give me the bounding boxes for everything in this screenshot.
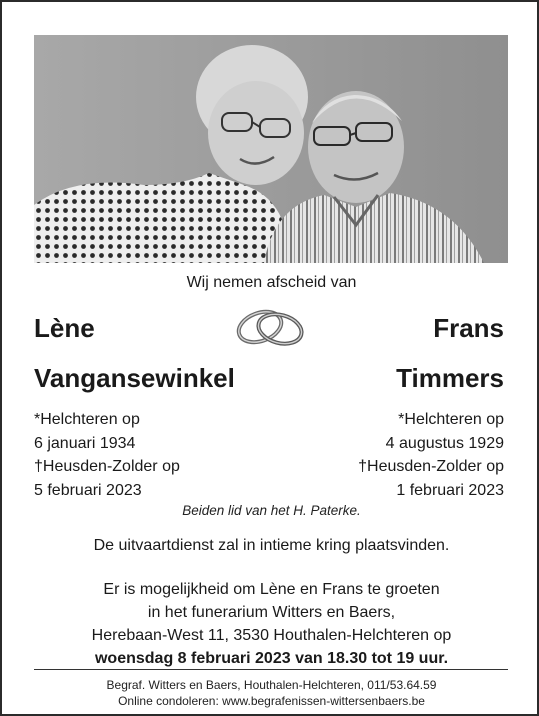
right-bio: [358, 408, 504, 502]
visit-line-3: Herebaan-West 11, 3530 Houthalen-Helchteren op: [91, 627, 452, 644]
online-condolence-link[interactable]: Online condoleren: www.begrafenissen-wittersenbaers.be: [118, 694, 425, 708]
couple-photo: [34, 35, 508, 263]
footer: [2, 677, 539, 709]
membership-note: Beiden lid van het H. Paterke.: [182, 503, 361, 518]
left-first-name: Lène: [34, 313, 95, 343]
right-born-date: 4 augustus 1929: [385, 434, 504, 452]
right-died-place: †Heusden-Zolder op: [358, 458, 504, 475]
divider: [34, 669, 508, 670]
left-born-place: *Helchteren op: [34, 411, 140, 428]
visit-datetime: woensdag 8 februari 2023 van 18.30 tot 19 uur.: [94, 650, 449, 667]
right-first-name: Frans: [433, 313, 504, 343]
service-text: De uitvaartdienst zal in intieme kring plaatsvinden.: [93, 537, 450, 554]
right-last-name: Timmers: [396, 363, 504, 393]
left-born-date: 6 januari 1934: [34, 434, 136, 452]
wedding-rings-icon: [232, 305, 308, 352]
left-died-place: †Heusden-Zolder op: [34, 458, 180, 475]
funeral-home-contact: Begraf. Witters en Baers, Houthalen-Helchteren, 011/53.64.59: [106, 678, 437, 692]
left-last-name: Vangansewinkel: [34, 363, 235, 393]
left-bio: [34, 408, 180, 502]
visitation-info: [2, 578, 539, 670]
right-died-date: 1 februari 2023: [396, 481, 504, 499]
left-died-date: 5 februari 2023: [34, 481, 142, 499]
right-born-place: *Helchteren op: [398, 411, 504, 428]
visit-line-1: Er is mogelijkheid om Lène en Frans te groeten: [103, 581, 440, 598]
visit-line-2: in het funerarium Witters en Baers,: [147, 604, 396, 621]
intro-text: Wij nemen afscheid van: [186, 274, 357, 291]
